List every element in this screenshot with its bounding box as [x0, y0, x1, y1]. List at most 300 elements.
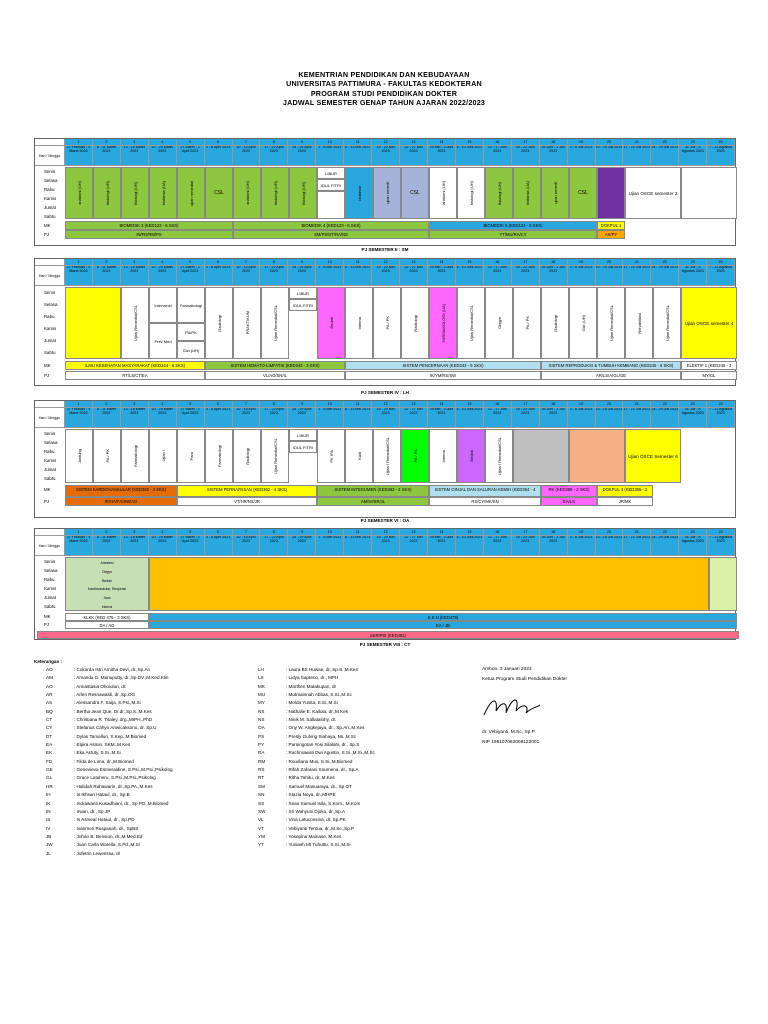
week-dates: 13 - 18 Maret 2023: [121, 146, 149, 165]
schedule-cell: [373, 429, 401, 483]
signature-image: [482, 693, 542, 721]
week-dates: 10 - 15 April 2023: [233, 266, 261, 285]
legend-row: [258, 816, 375, 824]
week-number: 22: [651, 401, 679, 407]
cell-text: Bedah: [328, 317, 334, 329]
legend-row: [46, 800, 173, 808]
week-number: 5: [177, 401, 205, 407]
week-number: 15: [456, 401, 484, 407]
date-row: [35, 408, 735, 428]
legend-name: : Yosepina Mainase, M.Kes: [286, 833, 342, 839]
legend-code: EK: [46, 750, 53, 756]
schedule-cell: [485, 167, 513, 219]
week-number: 8: [260, 401, 288, 407]
cell-text: Interna: [440, 449, 446, 463]
week-dates: 5 - 10 Juni 2023: [456, 408, 484, 427]
week-dates: 12 - 17 Juni 2023: [484, 266, 512, 285]
schedule-cell: [345, 429, 373, 483]
day-label: Senin: [44, 169, 56, 174]
cell-text: fisiologi (UH): [300, 181, 306, 205]
course-bar: BIOMEDIK 3 (KED122 - 6 SKS): [65, 221, 233, 230]
mk-label: MK: [44, 487, 51, 492]
header-line-2: UNIVERSITAS PATTIMURA - FAKULTAS KEDOKTERAN: [286, 79, 482, 89]
week-number: 19: [568, 139, 596, 145]
cell-text: Jantung: [76, 448, 82, 464]
legend-row: [46, 758, 173, 766]
day-label: Jumat: [44, 205, 56, 210]
schedule-cell: [93, 167, 121, 219]
schedule-cell: [625, 429, 681, 483]
legend-code: FD: [46, 758, 53, 764]
legend-code: OA: [258, 725, 265, 731]
pj-semester-2: PJ SEMESTER II : SM: [361, 247, 409, 252]
legend-row: [46, 699, 173, 707]
week-dates: 24 - 29 Juli 2023: [651, 266, 679, 285]
legend-code: JB: [46, 833, 52, 839]
week-number: 14: [428, 259, 456, 265]
schedule-cell: [177, 429, 205, 483]
schedule-cell: [513, 287, 541, 359]
signature-nip: NIP 198107082008122001: [482, 740, 540, 745]
schedule-cell: [485, 429, 513, 483]
week-dates: 10 - 15 Juli 2023: [596, 266, 624, 285]
cell-text: PA / PK: [524, 316, 530, 330]
week-dates: 15 - 20 Mei 2023: [372, 536, 400, 555]
klkk-block: [65, 557, 149, 611]
week-number: 7: [233, 401, 261, 407]
legend-name: : Eka Astuty, S.Si.,M.Si: [74, 750, 121, 756]
week-dates: 24 - 29 April 2023: [288, 536, 316, 555]
legend-code: YM: [258, 833, 265, 839]
week-dates: 27 Februari - 4 Maret 2023: [65, 408, 93, 427]
week-dates: 10 - 15 April 2023: [233, 146, 261, 165]
pj-semester-6: PJ SEMESTER VI : OA: [360, 518, 410, 523]
week-dates: 19 - 24 Juni 2023: [512, 536, 540, 555]
pj-bar: AS/PY: [597, 230, 625, 239]
week-dates: 27 Maret - 1 April 2023: [177, 266, 205, 285]
legend-title: Keterangan :: [34, 659, 63, 664]
schedule-cell: [569, 167, 597, 219]
pj-bar: YT/MU/RA/CY: [429, 230, 597, 239]
legend-code: JL: [46, 850, 51, 856]
cell-text: Ujian Remedial/CSL: [664, 304, 670, 341]
week-dates: 20 - 25 Maret 2023: [149, 146, 177, 165]
legend-name: : Presly Gulvrig Siahaya, Ns.,M.Sc: [286, 733, 357, 739]
schedule-semester-8: [34, 528, 736, 640]
legend-name: : Lidya Sapteno, dr., MPH: [286, 675, 339, 681]
week-number: 1: [65, 401, 93, 407]
legend-code: GL: [46, 775, 53, 781]
week-label: [35, 139, 65, 145]
week-row: [35, 401, 735, 408]
legend-name: : Cokorda Istri Arnitha Devi, dr.,Sp.An: [74, 667, 151, 672]
week-number: 7: [233, 139, 261, 145]
legend-name: : Stazia Noya, dr.,MHPE: [286, 792, 336, 798]
mk-label: MK: [44, 614, 51, 619]
mk-label: MK: [44, 223, 51, 228]
cell-text: histologi (UH): [272, 180, 278, 206]
legend-code: SN: [258, 792, 265, 798]
week-number: 10: [316, 401, 344, 407]
schedule-cell: [149, 323, 177, 359]
legend-code: RS: [258, 767, 265, 773]
day-label: Senin: [44, 559, 56, 564]
week-dates: 8 - 13 Mei 2023: [344, 266, 372, 285]
week-dates: 22 - 27 Mei 2023: [400, 146, 428, 165]
week-dates: 10 - 15 April 2023: [233, 408, 261, 427]
schedule-cell: [457, 429, 485, 483]
cell-text: histologi (UH): [104, 180, 110, 206]
week-label: [35, 259, 65, 265]
legend-code: NS: [258, 717, 265, 723]
schedule-cell: [121, 287, 149, 359]
week-number: 1: [65, 259, 93, 265]
course-bar: DOKPUL 3 (KED365 - 2: [597, 485, 653, 497]
pj-bar: MY/GL: [681, 371, 737, 380]
schedule-cell: [457, 287, 485, 359]
legend-name: : Parningotan Yosi Silalahi, dr., Sp.S: [286, 742, 360, 748]
legend-name: : Ony W. Angkejaya, dr., Sp.An.,M.Kes: [286, 725, 365, 731]
cell-text: Interna: [356, 316, 362, 330]
week-number: 3: [121, 529, 149, 535]
week-dates: 17 - 22 April 2023: [260, 266, 288, 285]
cell-text: Farmakologi: [179, 302, 202, 308]
legend-code: AM: [46, 675, 53, 681]
week-number: 17: [512, 139, 540, 145]
week-dates: 27 Maret - 1 April 2023: [177, 536, 205, 555]
week-dates: 5 - 10 Juni 2023: [456, 266, 484, 285]
week-number: 24: [707, 259, 735, 265]
week-number: 19: [568, 529, 596, 535]
legend-row: [46, 749, 173, 757]
legend-name: : Arlen Resnawaldi, dr.,Sp.OG: [74, 692, 136, 698]
legend-name: : Jofetrin Lewerissa, dr: [74, 850, 121, 856]
week-dates: 8 - 13 Mei 2023: [344, 408, 372, 427]
date-row: [35, 266, 735, 286]
legend-code: RM: [258, 758, 266, 764]
legend-name: : Vebiyanti Tentua, dr.,M.Sc.,Sp.P: [286, 825, 355, 831]
week-number: 12: [372, 401, 400, 407]
legend-code: IS: [46, 817, 51, 823]
legend-row: [46, 833, 173, 841]
legend-code: HR: [46, 783, 53, 789]
course-bar: SISTEM HEMATO-LIMFATIK (KED242 - 3 SKS): [205, 361, 345, 370]
cell-text: Ujian Remedial/CSL: [132, 304, 138, 341]
week-dates: 7 - 12 Agustus 2023: [707, 408, 735, 427]
week-number: 21: [623, 529, 651, 535]
day-label: Kamis: [44, 196, 57, 201]
cell-text: Ujian /: [160, 450, 166, 462]
week-number: 12: [372, 529, 400, 535]
week-row: [35, 529, 735, 536]
cell-text: ujian remedial: [188, 180, 194, 206]
week-number: 9: [288, 259, 316, 265]
pj-semester-8: PJ SEMESTER VIII : CT: [359, 642, 411, 647]
schedule-cell: [177, 287, 205, 323]
legend-row: [258, 749, 375, 757]
week-number: 20: [596, 401, 624, 407]
week-dates: 6 - 11 Maret 2023: [93, 536, 121, 555]
week-dates: 24 - 29 April 2023: [288, 146, 316, 165]
day-label: Sabtu: [44, 604, 56, 609]
week-number: 8: [260, 259, 288, 265]
schedule-cell: [261, 429, 289, 483]
course-bar: SISTEM GINJAL DAN SALURAN KEMIH (KED364 - 4: [429, 485, 541, 497]
week-row: [35, 259, 735, 266]
week-dates: 27 Februari - 4 Maret 2023: [65, 266, 93, 285]
schedule-semester-4: [34, 258, 736, 386]
schedule-cell: [65, 429, 93, 483]
week-number: 10: [316, 139, 344, 145]
schedule-cell: [625, 287, 653, 359]
pi-label: PJ: [44, 622, 50, 627]
course-bar: SISTEM REPRODUKSI & TUMBUH KEMBANG (KED245 - 6 SKS): [541, 361, 681, 370]
skripsi-bar: SKRIPSI (KED481): [37, 631, 739, 639]
legend-name: : Nathalie E. Kailola, dr.,M.Kes: [286, 708, 349, 714]
legend-row: [258, 716, 375, 724]
legend-name: : Irwan, dr., Sp.JP: [74, 808, 111, 814]
cell-text: Ujian Remedial/CSL: [272, 304, 278, 341]
legend-row: [46, 766, 173, 774]
week-number: 18: [540, 529, 568, 535]
schedule-cell: [289, 441, 317, 453]
legend-row: [258, 674, 375, 682]
week-number: 16: [484, 529, 512, 535]
cell-text: ujian remedi: [552, 182, 558, 204]
legend-row: [46, 716, 173, 724]
day-label: Rabu: [44, 577, 55, 582]
week-dates: 17 - 22 Juli 2023: [623, 146, 651, 165]
schedule-cell: [345, 167, 373, 219]
legend-row: [46, 825, 173, 833]
date-row: [35, 146, 735, 166]
week-number: 21: [623, 259, 651, 265]
schedule-cell: [121, 429, 149, 483]
cell-text: Ujian Remedial/CSL: [468, 304, 474, 341]
legend-code: VT: [258, 825, 264, 831]
course-bar: ELEKTIF 1 (KED245 - 3: [681, 361, 737, 370]
date-row: [35, 536, 735, 556]
cell-text: LIBUR: [325, 170, 337, 176]
week-dates: 22 - 27 Mei 2023: [400, 536, 428, 555]
cell-text: anatomi (UH): [76, 181, 82, 205]
schedule-cell: [149, 167, 177, 219]
schedule-cell: [205, 167, 233, 219]
legend-row: [258, 766, 375, 774]
day-label: Rabu: [44, 187, 55, 192]
legend-name: : Sri Wahyuni Djoko, dr.,Sp.A: [286, 808, 346, 814]
legend-code: IK: [46, 800, 51, 806]
schedule-cell: [233, 287, 261, 359]
legend-row: [258, 783, 375, 791]
week-number: 20: [596, 259, 624, 265]
legend-code: NS: [258, 708, 265, 714]
week-dates: 1 - 6 Mei 2023: [316, 408, 344, 427]
course-bar: KLKK (KED 475 - 3 SKS): [65, 613, 149, 621]
schedule-cell: [653, 287, 681, 359]
legend-name: : Yuniash MI Tuhuttu, S.Si.,M.Si: [286, 842, 351, 848]
week-dates: 3 - 8 Juli 2023: [568, 536, 596, 555]
schedule-cell: [541, 287, 569, 359]
legend-row: [46, 691, 173, 699]
cell-text: Radiologi: [244, 447, 250, 465]
schedule-cell: [373, 287, 401, 359]
legend-code: MK: [258, 683, 265, 689]
week-label: [35, 529, 65, 535]
cell-text: Radiologi: [552, 314, 558, 332]
legend-code: RT: [258, 775, 265, 781]
legend-row: [258, 724, 375, 732]
course-bar: BIOMEDIK 4 (KED123 - 6 SKS): [233, 221, 429, 230]
legend-row: [46, 683, 173, 691]
legend-row: [46, 791, 173, 799]
week-dates: 1 - 6 Mei 2023: [316, 536, 344, 555]
week-dates: 10 - 15 Juli 2023: [596, 536, 624, 555]
cell-text: CSL: [410, 190, 420, 196]
schedule-cell: [709, 557, 737, 611]
week-number: 2: [93, 259, 121, 265]
schedule-semester-6: [34, 400, 736, 518]
legend-name: : Alessandra F. Saija, S.Psi.,M.Si: [74, 700, 141, 706]
week-dates: 3 - 8 April 2023: [205, 146, 233, 165]
week-dates: 17 - 22 Juli 2023: [623, 536, 651, 555]
cell-text: ujian remedi: [384, 182, 390, 204]
week-dates: 17 - 22 April 2023: [260, 408, 288, 427]
legend-name: : Christiana R. Titaley, drg.,MIPH.,PhD: [74, 717, 153, 723]
legend-row: [258, 800, 375, 808]
day-label: Rabu: [44, 314, 55, 319]
week-dates: 27 Februari - 4 Maret 2023: [65, 146, 93, 165]
week-dates: 24 - 29 April 2023: [288, 266, 316, 285]
schedule-cell: [373, 167, 401, 219]
week-dates: 1 - 6 Mei 2023: [316, 266, 344, 285]
week-number: 11: [344, 259, 372, 265]
week-dates: 31 Juli - 5 Agustus 2023: [679, 266, 707, 285]
week-number: 6: [205, 529, 233, 535]
week-dates: 5 - 10 Juni 2023: [456, 536, 484, 555]
schedule-cell: [121, 167, 149, 219]
cell-text: Ujian OSCE Semester 6: [628, 453, 678, 459]
week-number: 17: [512, 259, 540, 265]
week-number: 13: [400, 529, 428, 535]
day-label: Kamis: [44, 586, 57, 591]
cell-text: histologi (UH): [468, 180, 474, 206]
week-dates: 17 - 22 April 2023: [260, 146, 288, 165]
week-number: 23: [679, 139, 707, 145]
signature-role: Ketua Program Studi Pendidikan Dokter: [482, 677, 568, 682]
week-dates: 7 - 12 Agustus 2023: [707, 536, 735, 555]
schedule-cell: [149, 429, 177, 483]
legend-name: : Filda de Lima, dr.,M.Biomed: [74, 758, 134, 764]
week-number: 4: [149, 259, 177, 265]
week-number: 12: [372, 259, 400, 265]
week-dates: 13 - 18 Maret 2023: [121, 536, 149, 555]
schedule-cell: [569, 287, 597, 359]
schedule-cell: [261, 167, 289, 219]
week-dates: 12 - 17 Juni 2023: [484, 536, 512, 555]
pj-bar: VT/HR/NS/JR: [177, 497, 317, 506]
legend-code: GE: [46, 767, 53, 773]
cell-text: Gizi (UH): [182, 347, 200, 353]
schedule-cell: [317, 191, 345, 219]
day-label: Selasa: [44, 178, 58, 183]
pj-bar: AM/IH/SR/JL: [317, 497, 429, 506]
pj-bar: JR/MK: [597, 497, 653, 506]
week-number: 4: [149, 529, 177, 535]
week-number: 8: [260, 529, 288, 535]
week-row: [35, 139, 735, 146]
cell-text: Ujian Remedial/CSL: [272, 437, 278, 474]
schedule-cell: [317, 179, 345, 191]
week-number: 11: [344, 529, 372, 535]
legend-row: [46, 816, 173, 824]
week-number: 20: [596, 139, 624, 145]
signature-place-date: Ambon, 3 Januari 2023: [482, 667, 532, 672]
cell-text: Farmakologi: [132, 444, 138, 467]
schedule-cell: [177, 167, 205, 219]
schedule-cell: [429, 429, 457, 483]
schedule-cell: [205, 287, 233, 359]
week-number: 5: [177, 259, 205, 265]
week-dates: 7 - 12 Agustus 2023: [707, 146, 735, 165]
week-dates: 27 Maret - 1 April 2023: [177, 146, 205, 165]
pj-semester-4: PJ SEMESTER IV : LH: [361, 390, 409, 395]
week-number: 7: [233, 529, 261, 535]
schedule-cell: [261, 287, 289, 359]
week-dates: 12 - 17 Juni 2023: [484, 146, 512, 165]
cell-text: IDUL FITRI: [292, 302, 314, 308]
week-number: 1: [65, 139, 93, 145]
schedule-cell: [429, 167, 457, 219]
klkk-topic: Kardiovaskular, Respirasi: [87, 587, 127, 592]
week-dates: 20 - 25 Maret 2023: [149, 408, 177, 427]
week-number: 14: [428, 401, 456, 407]
legend-name: : Bertha Jean Que, Dr.dr.,Sp.S.,M.Kes: [74, 708, 152, 714]
week-number: 13: [400, 259, 428, 265]
cell-text: fisiologi (UH): [132, 181, 138, 205]
cell-text: PA / PK: [384, 316, 390, 330]
legend-row: [258, 825, 375, 833]
legend-name: : Grace Latuheru, S.Psi.,M.Psi.,Psikolog: [74, 775, 156, 781]
schedule-cell: [681, 287, 737, 359]
schedule-cell: [317, 167, 345, 179]
legend-row: [46, 774, 173, 782]
pj-bar: EA/LS: [541, 497, 597, 506]
legend-row: [46, 841, 173, 849]
week-dates: 24 - 29 Juli 2023: [651, 536, 679, 555]
day-label: Senin: [44, 431, 56, 436]
day-label: Sabtu: [44, 350, 56, 355]
legend-code: EA: [46, 742, 53, 748]
day-label: Sabtu: [44, 214, 56, 219]
cell-text: Farmakologi: [216, 444, 222, 467]
legend-row: [46, 850, 173, 858]
pj-bar: SM/PS/DT/RA/NS: [233, 230, 429, 239]
week-number: 13: [400, 139, 428, 145]
week-number: 10: [316, 529, 344, 535]
legend-name: : Amanda G. Manuputty, dr.,Sp.DV.,M.Ked.Klin: [74, 675, 169, 681]
schedule-cell: [177, 341, 205, 359]
legend-row: [258, 683, 375, 691]
legend-code: AO: [46, 683, 53, 689]
legend-name: : Stefanus Cahyo Ariwicaksono, dr. Sp.U: [74, 725, 157, 731]
cell-text: Paru: [188, 451, 194, 461]
week-dates: 27 Maret - 1 April 2023: [177, 408, 205, 427]
cell-text: CSL: [578, 190, 588, 196]
legend-row: [46, 741, 173, 749]
legend-row: [46, 666, 173, 674]
week-dates: 31 Juli - 5 Agustus 2023: [679, 408, 707, 427]
